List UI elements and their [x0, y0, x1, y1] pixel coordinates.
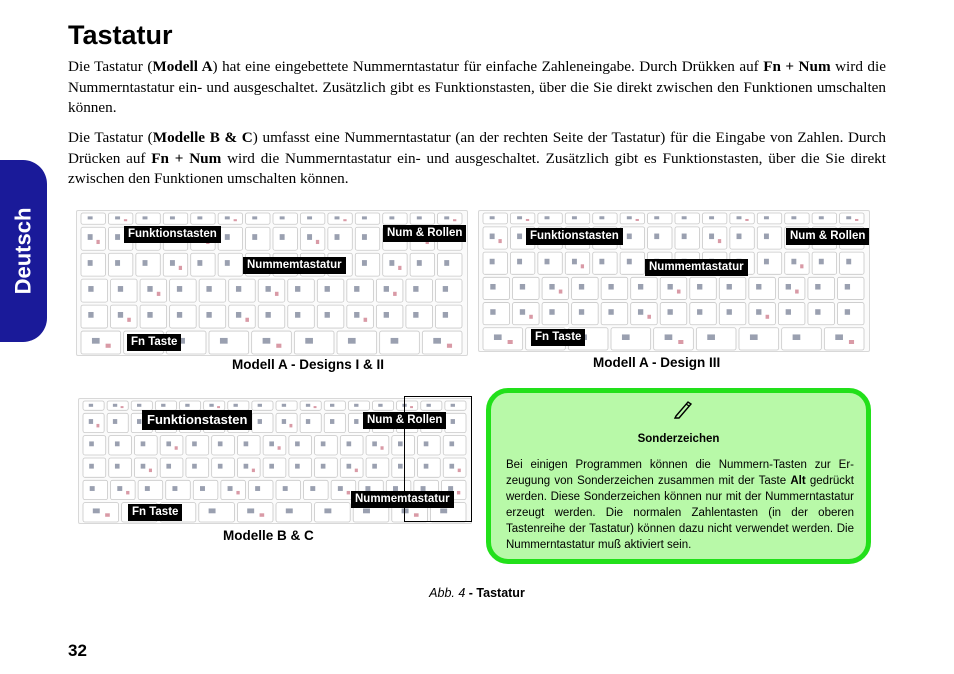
keyboard-key: [186, 436, 209, 455]
keyboard-key: [620, 213, 644, 224]
keyboard-key: [218, 227, 242, 250]
keyboard-key: [611, 328, 651, 350]
keyboard-key: [140, 279, 167, 302]
keyboard-key: [730, 227, 754, 249]
keyboard-key: [83, 503, 119, 522]
label-numpad: Nummemtastatur: [243, 257, 346, 274]
keyboard-key: [483, 227, 507, 249]
keyboard-key: [702, 227, 726, 249]
keyboard-key: [749, 303, 776, 325]
keyboard-key: [248, 480, 273, 499]
label-function-keys: Funktionstasten: [142, 410, 252, 430]
keyboard-key: [702, 213, 726, 224]
keyboard-key: [273, 213, 297, 224]
page-number: 32: [68, 641, 87, 660]
figure-caption: Abb. 4 - Tastatur: [429, 586, 525, 600]
keyboard-key: [83, 480, 108, 499]
keyboard-key: [111, 480, 136, 499]
keyboard-key: [276, 401, 297, 410]
keyboard-key: [134, 436, 157, 455]
keyboard-key: [785, 213, 809, 224]
keyboard-key: [163, 253, 187, 276]
keyboard-key: [328, 213, 352, 224]
keyboard-key: [212, 458, 235, 477]
language-side-tab: [0, 160, 47, 342]
keyboard-key: [631, 277, 658, 299]
pencil-icon: [673, 399, 695, 419]
keyboard-key: [383, 213, 407, 224]
keyboard-key: [648, 227, 672, 249]
keyboard-key: [730, 213, 754, 224]
keyboard-key: [324, 401, 345, 410]
keyboard-key: [660, 277, 687, 299]
keyboard-key: [324, 413, 345, 432]
keyboard-key: [111, 305, 138, 328]
note-title: Sonderzeichen: [637, 433, 720, 445]
keyboard-key: [237, 503, 273, 522]
keyboard-key: [199, 305, 226, 328]
keyboard-key: [510, 213, 534, 224]
keyboard-key: [111, 279, 138, 302]
page-title: Tastatur: [68, 20, 173, 50]
keyboard-key: [170, 305, 197, 328]
keyboard-key: [276, 480, 301, 499]
keyboard-key: [246, 213, 270, 224]
keyboard-key: [749, 277, 776, 299]
keyboard-key: [315, 436, 338, 455]
keyboard-key: [138, 480, 163, 499]
caption-model-a-designs-1-2: Modell A - Designs I & II: [232, 357, 385, 372]
keyboard-key: [483, 303, 510, 325]
keyboard-key: [228, 401, 249, 410]
keyboard-key: [289, 436, 312, 455]
keyboard-key: [782, 328, 822, 350]
keyboard-key: [109, 458, 132, 477]
keyboard-key: [81, 279, 108, 302]
keyboard-key: [438, 253, 462, 276]
keyboard-key: [435, 305, 462, 328]
keyboard-key: [366, 458, 389, 477]
keyboard-key: [406, 279, 433, 302]
note-body: Bei einigen Programmen können die Nummern-Tasten zur Erzeugung von Sonderzeichen zusammen mit der Taste Alt gedrückt werden. Diese Sonderzeichen können nur mit der Nummerntastatur erzeugt werden. Die normalen Zahlentasten (in der oberen Tastenreihe der Tastatur) können dazu nicht verwendet werden. Die Nummerntastatur muß aktiviert sein.: [506, 459, 854, 551]
keyboard-key: [601, 277, 628, 299]
keyboard-key: [340, 458, 363, 477]
label-function-keys: Funktionstasten: [124, 226, 221, 243]
keyboard-key: [808, 277, 835, 299]
keyboard-key: [131, 401, 152, 410]
keyboard-key: [513, 303, 540, 325]
models-paragraph: Die Tastatur (Modelle B & C) umfasst eine Nummerntastatur (an der rechten Seite der Tastatur) für die Eingabe von Zahlen. Durch Drücken auf Fn + Num wird die Nummerntastatur ein- und ausgeschaltet. Zusätzlich gibt es Funktionstasten, über die Sie direkt zwischen den Funktionen umschalten können.: [68, 129, 886, 187]
side-tab-label: Deutsch: [10, 207, 36, 295]
keyboard-key: [812, 213, 836, 224]
keyboard-key: [163, 213, 187, 224]
keyboard-key: [383, 253, 407, 276]
intro-paragraph: Die Tastatur (Modell A) hat eine eingebettete Nummerntastatur für einfache Zahleneingabe. Durch Drükken auf Fn + Num wird die Nummerntastatur ein- und ausgeschaltet. Zusätzlich gibt es Funktionstasten, über die Sie direkt zwischen den Funktionen umschalten können.: [68, 58, 886, 116]
keyboard-key: [593, 252, 617, 274]
keyboard-key: [263, 436, 286, 455]
keyboard-key: [648, 213, 672, 224]
keyboard-key: [347, 305, 374, 328]
keyboard-key: [81, 213, 105, 224]
keyboard-key: [620, 227, 644, 249]
keyboard-key: [252, 331, 292, 354]
keyboard-key: [483, 252, 507, 274]
keyboard-key: [355, 253, 379, 276]
keyboard-key: [237, 458, 260, 477]
keyboard-key: [155, 401, 176, 410]
keyboard-key: [660, 303, 687, 325]
keyboard-key: [355, 227, 379, 250]
keyboard-key: [315, 458, 338, 477]
keyboard-key: [83, 413, 104, 432]
keyboard-key: [824, 328, 864, 350]
keyboard-key: [565, 252, 589, 274]
label-function-keys: Funktionstasten: [526, 228, 623, 245]
keyboard-key: [193, 480, 218, 499]
keyboard-key: [376, 279, 403, 302]
keyboard-key: [837, 277, 864, 299]
keyboard-key: [572, 277, 599, 299]
keyboard-key: [83, 436, 106, 455]
keyboard-key: [218, 253, 242, 276]
keyboard-key: [191, 253, 215, 276]
keyboard-key: [373, 401, 394, 410]
keyboard-key: [542, 303, 569, 325]
keyboard-key: [328, 227, 352, 250]
keyboard-key: [719, 303, 746, 325]
keyboard-key: [337, 331, 377, 354]
keyboard-key: [136, 253, 160, 276]
keyboard-key: [340, 436, 363, 455]
note-box: [486, 388, 871, 564]
keyboard-key: [538, 213, 562, 224]
keyboard-key: [160, 458, 183, 477]
keyboard-key: [572, 303, 599, 325]
keyboard-key: [808, 303, 835, 325]
keyboard-key: [209, 331, 249, 354]
keyboard-key: [542, 277, 569, 299]
keyboard-key: [565, 213, 589, 224]
keyboard-key: [785, 252, 809, 274]
keyboard-key: [690, 303, 717, 325]
label-num-scroll: Num & Rollen: [786, 228, 869, 245]
keyboard-key: [837, 303, 864, 325]
keyboard-key: [304, 480, 329, 499]
keyboard-key: [300, 413, 321, 432]
keyboard-key: [140, 305, 167, 328]
keyboard-key: [221, 480, 246, 499]
keyboard-key: [83, 458, 106, 477]
keyboard-key: [840, 213, 864, 224]
label-num-scroll: Num & Rollen: [363, 412, 446, 429]
keyboard-key: [237, 436, 260, 455]
keyboard-key: [263, 458, 286, 477]
keyboard-key: [229, 279, 256, 302]
keyboard-key: [601, 303, 628, 325]
caption-model-a-design-3: Modell A - Design III: [593, 355, 721, 370]
keyboard-key: [778, 303, 805, 325]
keyboard-key: [513, 277, 540, 299]
keyboard-key: [483, 213, 507, 224]
keyboard-key: [246, 227, 270, 250]
keyboard-key: [593, 213, 617, 224]
keyboard-key: [757, 213, 781, 224]
keyboard-key: [654, 328, 694, 350]
label-fn-key: Fn Taste: [128, 504, 182, 521]
keyboard-key: [483, 328, 523, 350]
keyboard-key: [136, 213, 160, 224]
keyboard-key: [355, 213, 379, 224]
keyboard-key: [347, 279, 374, 302]
keyboard-key: [422, 331, 462, 354]
keyboard-key: [631, 303, 658, 325]
keyboard-key: [317, 279, 344, 302]
keyboard-key: [108, 213, 132, 224]
keyboard-key: [81, 253, 105, 276]
keyboard-key: [180, 401, 201, 410]
keyboard-key: [438, 213, 462, 224]
keyboard-key: [107, 401, 128, 410]
keyboard-key: [300, 401, 321, 410]
label-fn-key: Fn Taste: [127, 334, 181, 351]
keyboard-key: [757, 227, 781, 249]
keyboard-key: [410, 213, 434, 224]
keyboard-key: [757, 252, 781, 274]
keyboard-key: [300, 227, 324, 250]
keyboard-key: [483, 277, 510, 299]
keyboard-key: [276, 503, 312, 522]
caption-models-b-c: Modelle B & C: [223, 528, 314, 543]
keyboard-key: [107, 413, 128, 432]
keyboard-key: [83, 401, 104, 410]
keyboard-key: [348, 401, 369, 410]
keyboard-key: [252, 413, 273, 432]
keyboard-key: [109, 436, 132, 455]
keyboard-key: [160, 436, 183, 455]
keyboard-key: [199, 279, 226, 302]
keyboard-key: [81, 305, 108, 328]
keyboard-key: [690, 277, 717, 299]
keyboard-key: [218, 213, 242, 224]
keyboard-key: [675, 227, 699, 249]
keyboard-key: [739, 328, 779, 350]
keyboard-key: [435, 279, 462, 302]
keyboard-key: [620, 252, 644, 274]
keyboard-key: [294, 331, 334, 354]
keyboard-key: [289, 458, 312, 477]
keyboard-key: [317, 305, 344, 328]
keyboard-key: [778, 277, 805, 299]
keyboard-key: [510, 252, 534, 274]
keyboard-key: [252, 401, 273, 410]
keyboard-key: [81, 331, 121, 354]
keyboard-key: [675, 213, 699, 224]
keyboard-key: [212, 436, 235, 455]
keyboard-key: [81, 227, 105, 250]
keyboard-key: [719, 277, 746, 299]
keyboard-key: [199, 503, 235, 522]
keyboard-key: [258, 305, 285, 328]
keyboard-key: [300, 213, 324, 224]
keyboard-key: [410, 253, 434, 276]
keyboard-key: [812, 252, 836, 274]
keyboard-key: [288, 305, 315, 328]
keyboard-key: [696, 328, 736, 350]
keyboard-key: [170, 279, 197, 302]
label-numpad: Nummemtastatur: [351, 491, 454, 508]
keyboard-key: [288, 279, 315, 302]
keyboard-key: [258, 279, 285, 302]
keyboard-key: [538, 252, 562, 274]
keyboard-key: [276, 413, 297, 432]
label-fn-key: Fn Taste: [531, 329, 585, 346]
keyboard-key: [315, 503, 351, 522]
keyboard-key: [229, 305, 256, 328]
keyboard-key: [273, 227, 297, 250]
keyboard-key: [134, 458, 157, 477]
label-numpad: Nummemtastatur: [645, 259, 748, 276]
keyboard-key: [366, 436, 389, 455]
keyboard-key: [186, 458, 209, 477]
label-num-scroll: Num & Rollen: [383, 225, 466, 242]
keyboard-key: [406, 305, 433, 328]
keyboard-key: [191, 213, 215, 224]
keyboard-key: [166, 480, 191, 499]
keyboard-key: [108, 253, 132, 276]
keyboard-key: [840, 252, 864, 274]
keyboard-key: [380, 331, 420, 354]
keyboard-key: [376, 305, 403, 328]
keyboard-key: [204, 401, 225, 410]
